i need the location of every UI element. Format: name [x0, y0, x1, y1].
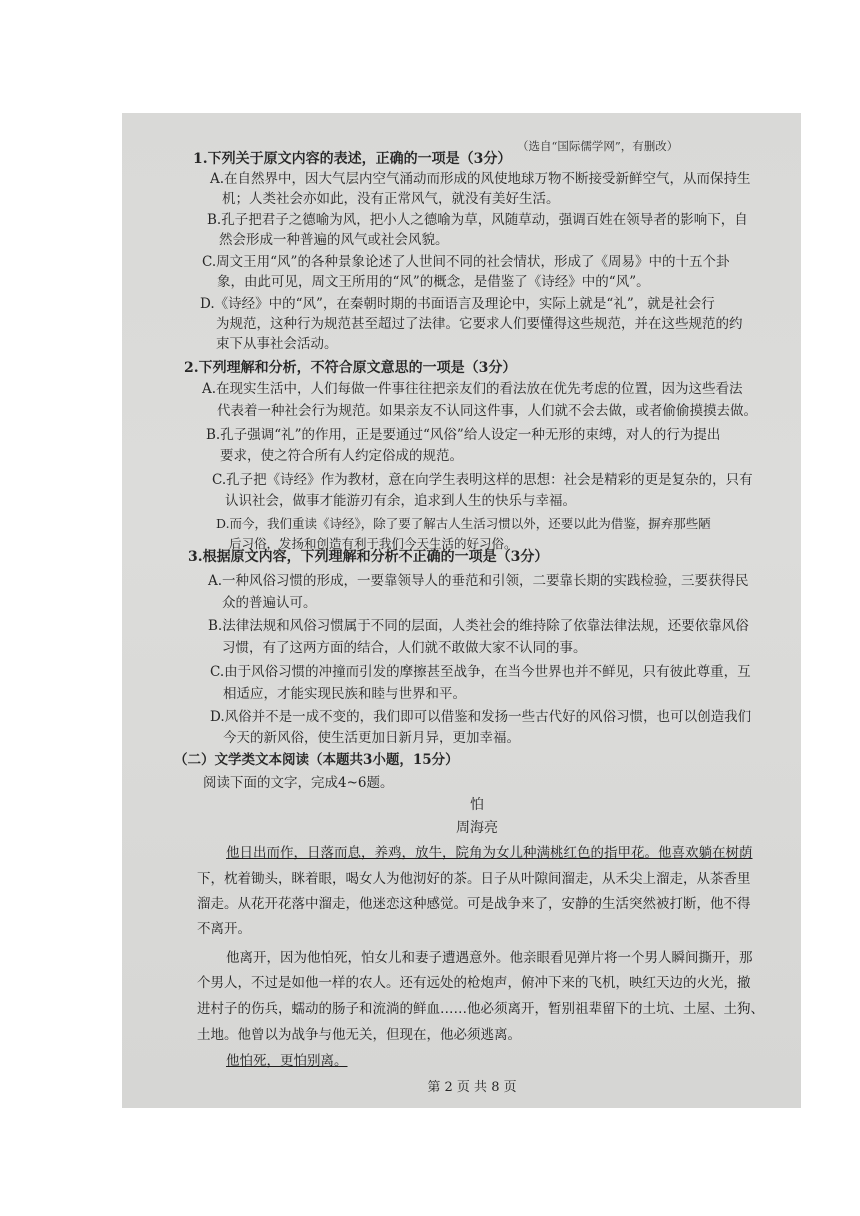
- q1-option-c-line-1: C.周文王用“风”的各种景象论述了人世间不同的社会情状，形成了《周易》中的十五个卦: [202, 254, 730, 270]
- section-heading: （二）文学类文本阅读（本题共3小题，15分）: [174, 752, 459, 768]
- q1-option-c-line-2: 象，由此可见，周文王所用的“风”的概念，是借鉴了《诗经》中的“风”。: [217, 274, 650, 290]
- q2-option-c-line-1: C.孔子把《诗经》作为教材，意在向学生表明这样的思想：社会是精彩的更是复杂的，只有: [212, 472, 753, 488]
- story-author: 周海亮: [456, 820, 498, 836]
- question-2-stem: 2.下列理解和分析，不符合原文意思的一项是（3分）: [184, 360, 517, 376]
- q3-option-b-line-2: 习惯，有了这两方面的结合，人们就不敢做大家不认同的事。: [222, 640, 587, 656]
- q1-option-a-line-1: A.在自然界中，因大气层内空气涌动而形成的风使地球万物不断接受新鲜空气，从而保持生: [210, 171, 751, 187]
- q2-option-b-line-1: B.孔子强调“礼”的作用，正是要通过“风俗”给人设定一种无形的束缚，对人的行为提出: [206, 427, 721, 443]
- story-p2-line-2: 个男人，不过是如他一样的农人。还有远处的枪炮声，俯冲下来的飞机，映红天边的火光，撤: [197, 975, 751, 991]
- story-p1-line-1: 他日出而作，日落而息，养鸡，放牛，院角为女儿种满桃红色的指甲花。他喜欢躺在树荫: [226, 845, 753, 861]
- bleed-through-text: [172, 115, 176, 128]
- story-p1-line-3: 溜走。从花开花落中溜走，他迷恋这种感觉。可是战争来了，安静的生活突然被打断，他不得: [197, 896, 751, 912]
- q1-option-a-line-2: 机；人类社会亦如此，没有正常风气，就没有美好生活。: [222, 191, 560, 207]
- story-p1-line-4: 不离开。: [197, 921, 251, 937]
- q2-option-c-line-2: 认识社会，做事才能游刃有余，追求到人生的快乐与幸福。: [225, 493, 576, 509]
- story-p3-line-1: 他怕死，更怕别离。: [226, 1053, 348, 1069]
- story-p2-line-3: 进村子的伤兵，蠕动的肠子和流淌的鲜血……他必须离开，暂别祖辈留下的土坑、土屋、土狗、: [197, 1001, 764, 1017]
- q2-option-a-line-1: A.在现实生活中，人们每做一件事往往把亲友们的看法放在优先考虑的位置，因为这些看法: [202, 381, 743, 397]
- q3-option-d-line-2: 今天的新风俗，使生活更加日新月异，更加幸福。: [223, 730, 520, 746]
- q3-option-a-line-1: A.一种风俗习惯的形成，一要靠领导人的垂范和引领，二要靠长期的实践检验，三要获得民: [208, 573, 749, 589]
- story-title: 怕: [470, 797, 484, 813]
- q3-option-a-line-2: 众的普遍认可。: [222, 595, 317, 611]
- q2-option-b-line-2: 要求，使之符合所有人约定俗成的规范。: [220, 448, 463, 464]
- question-3-stem: 3.根据原文内容，下列理解和分析不正确的一项是（3分）: [188, 549, 549, 565]
- q2-option-d-line-2: 后习俗，发扬和创造有利于我们今天生活的好习俗。: [229, 536, 517, 551]
- q3-option-b-line-1: B.法律法规和风俗习惯属于不同的层面，人类社会的维持除了依靠法律法规，还要依靠风俗: [208, 618, 749, 634]
- q3-option-c-line-1: C.由于风俗习惯的冲撞而引发的摩擦甚至战争，在当今世界也并不鲜见，只有彼此尊重，互: [210, 664, 751, 680]
- page-footer: 第 2 页 共 8 页: [427, 1080, 517, 1095]
- question-1-stem: 1.下列关于原文内容的表述，正确的一项是（3分）: [193, 151, 512, 167]
- q3-option-c-line-2: 相适应，才能实现民族和睦与世界和平。: [223, 686, 466, 702]
- q3-option-d-line-1: D.风俗并不是一成不变的，我们即可以借鉴和发扬一些古代好的风俗习惯，也可以创造我们: [210, 709, 752, 725]
- q2-option-a-line-2: 代表着一种社会行为规范。如果亲友不认同这件事，人们就不会去做，或者偷偷摸摸去做。: [217, 403, 757, 419]
- section-instruction: 阅读下面的文字，完成4~6题。: [203, 775, 394, 791]
- source-note: （选自“国际儒学网”，有删改）: [517, 139, 679, 153]
- q1-option-d-line-3: 束下从事社会活动。: [216, 336, 338, 352]
- q1-option-b-line-1: B.孔子把君子之德喻为风，把小人之德喻为草，风随草动，强调百姓在领导者的影响下，自: [207, 212, 748, 228]
- scanned-page: [122, 113, 801, 1108]
- story-p2-line-4: 土地。他曾以为战争与他无关，但现在，他必须逃离。: [197, 1027, 521, 1043]
- q1-option-d-line-1: D.《诗经》中的“风”，在秦朝时期的书面语言及理论中，实际上就是“礼”，就是社会行: [200, 296, 715, 312]
- story-p1-line-2: 下，枕着锄头，眯着眼，喝女人为他沏好的茶。日子从叶隙间溜走，从禾尖上溜走，从茶香里: [197, 871, 751, 887]
- q2-option-d-line-1: D.而今，我们重读《诗经》，除了要了解古人生活习惯以外，还要以此为借鉴，摒弃那些陋: [216, 516, 711, 531]
- q1-option-d-line-2: 为规范，这种行为规范甚至超过了法律。它要求人们要懂得这些规范，并在这些规范的约: [216, 316, 743, 332]
- story-p2-line-1: 他离开，因为他怕死，怕女儿和妻子遭遇意外。他亲眼看见弹片将一个男人瞬间撕开，那: [226, 950, 753, 966]
- q1-option-b-line-2: 然会形成一种普遍的风气或社会风貌。: [219, 232, 449, 248]
